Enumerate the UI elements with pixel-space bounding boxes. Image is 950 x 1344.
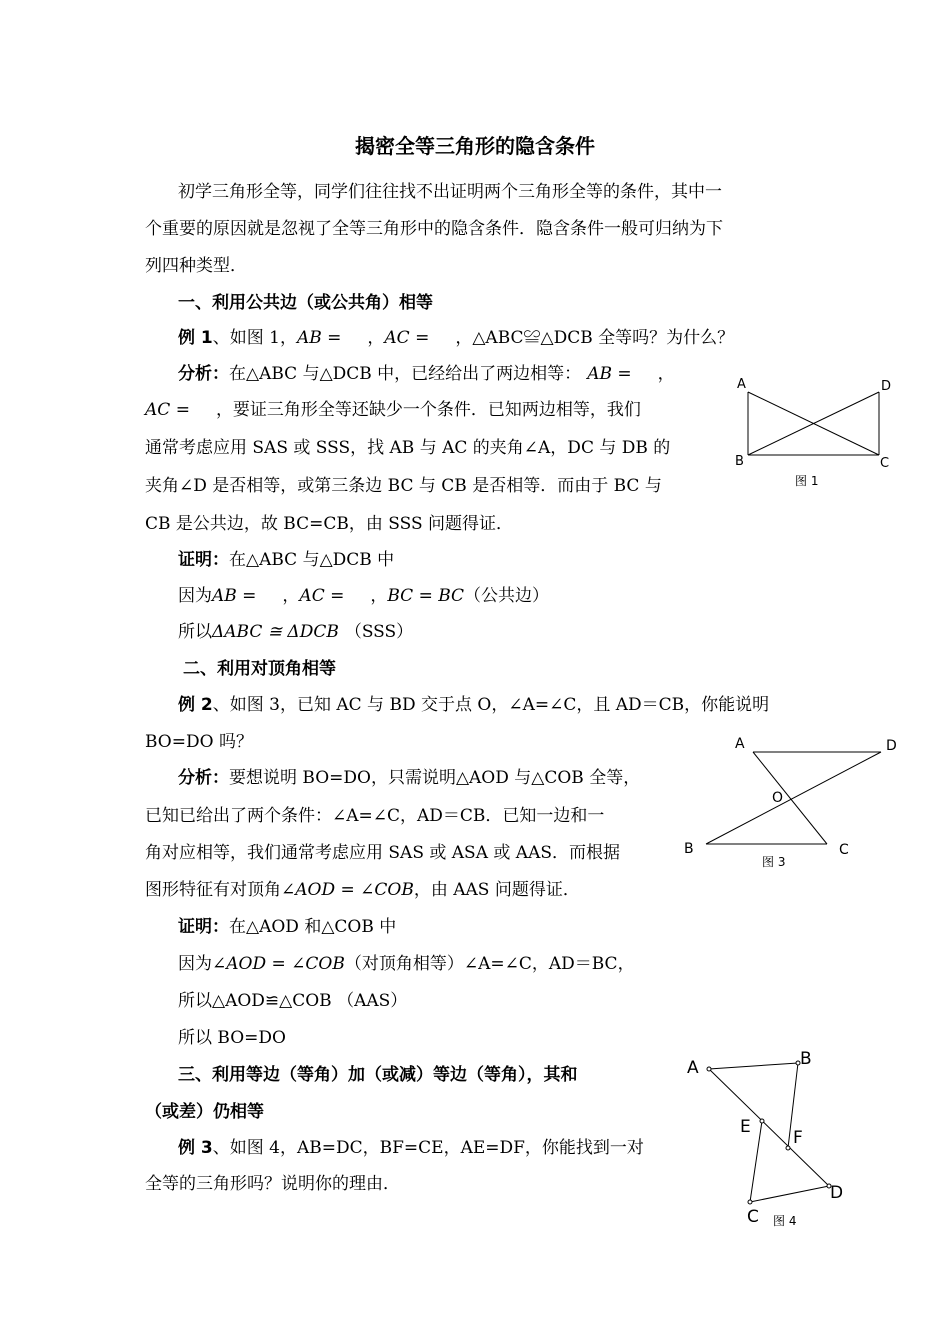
- section-3-heading-line-2: （或差）仍相等: [145, 1102, 264, 1122]
- fig4-label-b: B: [800, 1049, 812, 1069]
- fig4-label-e: E: [740, 1117, 751, 1137]
- fig4-point-e: [760, 1119, 764, 1123]
- example-3-line-1: 例 3、如图 4，AB=DC，BF=CE，AE=DF，你能找到一对: [178, 1138, 644, 1158]
- fig4-label-d: D: [830, 1183, 844, 1203]
- fig4-line-dc: [750, 1186, 829, 1202]
- fig3-label-c: C: [839, 842, 849, 858]
- fig1-label-d: D: [881, 379, 892, 394]
- example-2-line-1: 例 2、如图 3，已知 AC 与 BD 交于点 O，∠A=∠C，且 AD＝CB，你能说明: [178, 695, 770, 715]
- fig1-caption: 图 1: [795, 474, 819, 488]
- figure-4: [680, 1045, 860, 1235]
- fig4-label-c: C: [747, 1207, 759, 1227]
- example-1-label: 例 1: [178, 328, 213, 348]
- fig4-line-ce: [750, 1121, 762, 1202]
- fig1-label-c: C: [880, 456, 890, 471]
- fig4-label-f: F: [793, 1128, 803, 1148]
- section-1-heading: 一、利用公共边（或公共角）相等: [178, 293, 433, 313]
- figure-3: [680, 732, 910, 872]
- analysis-1-line-2: AC = ，要证三角形全等还缺少一个条件．已知两边相等，我们: [145, 400, 641, 420]
- section-2-heading: 二、利用对顶角相等: [183, 659, 336, 679]
- fig4-point-a: [707, 1067, 711, 1071]
- intro-line-2: 个重要的原因就是忽视了全等三角形中的隐含条件．隐含条件一般可归纳为下: [145, 219, 723, 239]
- fig3-label-a: A: [735, 736, 745, 752]
- analysis-1-line-1: 分析：在△ABC 与△DCB 中，已经给出了两边相等： AB = ，: [178, 364, 675, 384]
- analysis-2-line-1: 分析：要想说明 BO=DO，只需说明△AOD 与△COB 全等，: [178, 768, 641, 788]
- page-title: 揭密全等三角形的隐含条件: [355, 134, 595, 158]
- analysis-2-line-4: 图形特征有对顶角∠AOD = ∠COB，由 AAS 问题得证．: [145, 880, 580, 900]
- fig3-label-b: B: [684, 841, 694, 857]
- fig4-label-a: A: [687, 1058, 699, 1078]
- fig4-point-c: [748, 1200, 752, 1204]
- intro-line-1: 初学三角形全等，同学们往往找不出证明两个三角形全等的条件，其中一: [178, 182, 722, 202]
- analysis-2-line-3: 角对应相等，我们通常考虑应用 SAS 或 ASA 或 AAS．而根据: [145, 843, 620, 863]
- analysis-1-line-3: 通常考虑应用 SAS 或 SSS，找 AB 与 AC 的夹角∠A，DC 与 DB 的: [145, 438, 671, 458]
- analysis-2-line-2: 已知已给出了两个条件：∠A=∠C，AD＝CB．已知一边和一: [145, 806, 605, 826]
- fig3-caption: 图 3: [762, 855, 786, 869]
- fig3-label-o: O: [772, 790, 784, 806]
- analysis-1-line-5: CB 是公共边，故 BC=CB，由 SSS 问题得证．: [145, 514, 514, 534]
- section-3-heading-line-1: 三、利用等边（等角）加（或减）等边（等角），其和: [178, 1065, 578, 1085]
- analysis-1-line-4: 夹角∠D 是否相等，或第三条边 BC 与 CB 是否相等．而由于 BC 与: [145, 476, 662, 496]
- example-1: 例 1、如图 1，AB = ，AC = ，△ABC≌△DCB 全等吗？为什么？: [178, 328, 735, 348]
- fig1-label-b: B: [735, 454, 744, 469]
- fig4-line-ab: [709, 1063, 798, 1069]
- intro-line-3: 列四种类型．: [145, 256, 247, 276]
- example-2-line-2: BO=DO 吗？: [145, 732, 253, 752]
- fig3-line-bd: [706, 752, 881, 844]
- proof-1-line-3: 所以ΔABC ≅ ΔDCB （SSS）: [178, 622, 414, 642]
- figure-1: [730, 372, 900, 492]
- fig3-label-d: D: [886, 738, 897, 754]
- proof-1-line-2: 因为AB = ，AC = ，BC = BC（公共边）: [178, 586, 550, 606]
- fig3-line-ac: [753, 752, 827, 844]
- fig4-point-f: [786, 1146, 790, 1150]
- proof-2-line-1: 证明：在△AOD 和△COB 中: [178, 917, 397, 937]
- proof-2-line-4: 所以 BO=DO: [178, 1028, 286, 1048]
- fig4-line-ad: [709, 1069, 829, 1186]
- proof-1-line-1: 证明：在△ABC 与△DCB 中: [178, 550, 395, 570]
- fig4-caption: 图 4: [773, 1214, 797, 1228]
- example-3-line-2: 全等的三角形吗？说明你的理由．: [145, 1174, 400, 1194]
- fig1-label-a: A: [737, 377, 746, 392]
- proof-2-line-3: 所以△AOD≌△COB （AAS）: [178, 991, 408, 1011]
- proof-2-line-2: 因为∠AOD = ∠COB（对顶角相等）∠A=∠C，AD＝BC，: [178, 954, 635, 974]
